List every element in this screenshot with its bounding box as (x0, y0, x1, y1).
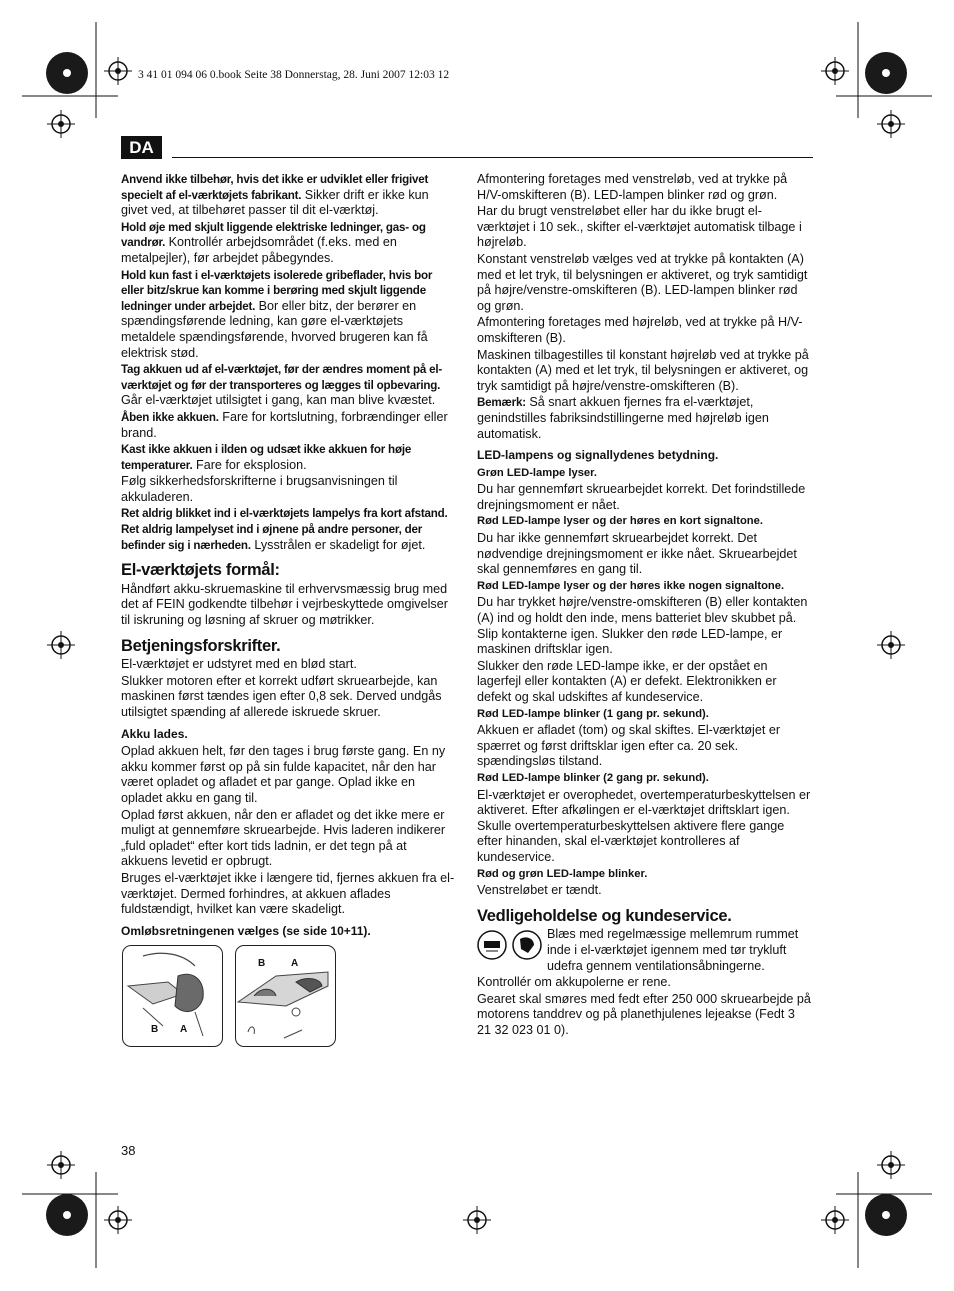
maint-p3: Gearet skal smøres med fedt efter 250 000 skruearbejde på motorens tanddrev og på planethjulenes lejeakse (Fedt 3 21 32 023 01 0). (477, 991, 811, 1037)
led-item-text: Du har ikke gennemført skruearbejdet korrekt. Det nødvendige drejningsmoment er ikke nået. Skruearbejdet skal gennemføres en gang til. (477, 531, 797, 577)
safety-item: Følg sikkerhedsforskrifterne i brugsanvisningen til akkuladeren. (121, 474, 398, 504)
charging-heading: Akku lades. (121, 726, 188, 741)
direction-heading: Omløbsretningenen vælges (se side 10+11). (121, 923, 371, 938)
right-p1: Afmontering foretages med venstreløb, ved at trykke på H/V-omskifteren (B). LED-lampen blinker rød og grøn. (477, 172, 788, 202)
led-heading: LED-lampens og signallydenes betydning. (477, 448, 719, 463)
led-item-title: Rød LED-lampe lyser og der høres ikke nogen signaltone. (477, 579, 785, 592)
purpose-heading: El-værktøjets formål: (121, 561, 280, 580)
led-item-text: Slukker den røde LED-lampe ikke, er der opstået en lagerfejl eller kontakten (A) er defekt. Elektronikken er defekt og skal udskiftes af kundeservice. (477, 658, 777, 704)
operating-p2: Slukker motoren efter et korrekt udført skruearbejde, kan maskinen først tændes igen efter 0,8 sek. Derved undgås utilsigtet spænding af allerede iskruede skruer. (121, 673, 442, 719)
safety-item: Tag akkuen ud af el-værktøjet, før der ændres moment på el-værktøjet og før der transporteres og lægges til opbevaring. Går el-værktøjet utilsigtet i gang, kan man blive kvæstet. (121, 363, 443, 408)
charging-p2: Oplad først akkuen, når den er afladet og det ikke mere er muligt at gennemføre skruearbejde. Hvis laderen indikerer „fuld opladet“ efter kort tids ladnin, er det tegn på at akkuens levetid er opbrugt. (121, 807, 446, 869)
led-item-text: El-værktøjet er overophedet, overtemperaturbeskyttelsen er aktiveret. Efter afkølingen er el-værktøjet driftsklart igen. Skulle overtemperaturbeskyttelsen aktivere flere gange efter hinanden, skal el-værktøjet kontrolleres af kundeservice. (477, 787, 811, 864)
safety-goggles-mask-icon (477, 929, 543, 963)
right-p3: Konstant venstreløb vælges ved at trykke på kontakten (A) med et let tryk, til belysningen er aktiveret, og tryk samtidigt på højre/venstre-omskifteren (B). LED-lampen blinker rød og grøn. (477, 251, 808, 313)
purpose-text: Håndført akku-skruemaskine til erhvervsmæssig brug med det af FEIN godkendte tilbehør i vejrbeskyttede omgivelser til iskruning og løsning af skruer og møtrikker. (121, 581, 448, 628)
book-header: 3 41 01 094 06 0.book Seite 38 Donnerstag, 28. Juni 2007 12:03 12 (138, 69, 450, 81)
right-p4: Afmontering foretages med højreløb, ved at trykke på H/V-omskifteren (B). (477, 315, 803, 345)
note: Bemærk: Så snart akkuen fjernes fra el-værktøjet, genindstilles fabriksindstillingerne med højreløb igen automatisk. (477, 395, 769, 441)
safety-item: Anvend ikke tilbehør, hvis det ikke er udviklet eller frigivet specielt af el-værktøjets fabrikant. Sikker drift er ikke kun givet ved, at tilbehøret passer til dit el-værktøj. (121, 173, 429, 218)
safety-item: Åben ikke akkuen. Fare for kortslutning, forbrændinger eller brand. (121, 409, 448, 440)
label-b: B (258, 958, 266, 970)
right-p5: Maskinen tilbagestilles til konstant højreløb ved at trykke på kontakten (A) med et let tryk, til belysningen er aktiveret, og tryk samtidigt på højre/venstre-omskifteren (B). (477, 347, 809, 393)
led-item-text: Du har gennemført skruearbejdet korrekt. Det forindstillede drejningsmoment er nået. (477, 482, 806, 512)
top-rule (172, 157, 813, 158)
charging-p3: Bruges el-værktøjet ikke i længere tid, fjernes akkuen fra el-værktøjet. Dermed forhindres, at akkuen aflades fuldstændigt, hvilket kan være skadeligt. (121, 870, 455, 917)
led-item-text: Akkuen er afladet (tom) og skal skiftes. El-værktøjet er spærret og først driftsklar igen efter ca. 20 sek. spændingsløs tilstand. (477, 723, 781, 769)
tool-drawing-icon (236, 946, 335, 1046)
label-a: A (291, 958, 299, 970)
led-item-title: Grøn LED-lampe lyser. (477, 466, 597, 479)
maintenance-heading: Vedligeholdelse og kundeservice. (477, 906, 732, 925)
led-item-text: Venstreløbet er tændt. (477, 883, 602, 898)
operating-heading: Betjeningsforskrifter. (121, 636, 281, 655)
direction-figures (121, 945, 456, 1049)
tool-figure-2 (235, 945, 336, 1047)
maint-p1: Blæs med regelmæssige mellemrum rummet inde i el-værktøjet igennem med tør trykluft udefra gennem ventilationsåbningerne. (547, 927, 799, 973)
safety-item: Kast ikke akkuen i ilden og udsæt ikke akkuen for høje temperaturer. Fare for eksplosion. (121, 443, 412, 472)
safety-item: Hold kun fast i el-værktøjets isolerede gribeflader, hvis bor eller bitz/skrue kan komme i berøring med skjult liggende ledninger under arbejdet. Bor eller bitz, der berører en spændingsførende ledning, kan gøre el-værktøjets metaldele spændingsførende, hvorved brugeren kan få elektrisk stød. (121, 268, 433, 360)
right-p2: Har du brugt venstreløbet eller har du ikke brugt el-værktøjet i 10 sek., skifter el-værktøjet automatisk tilbage i højreløb. (477, 204, 802, 250)
maintenance-block (477, 927, 812, 974)
tool-drawing-icon (123, 946, 222, 1046)
tool-figure-1 (122, 945, 223, 1047)
label-a: A (180, 1024, 188, 1036)
label-b: B (151, 1024, 159, 1036)
led-item-title: Rød LED-lampe blinker (2 gang pr. sekund). (477, 771, 709, 784)
safety-item: Hold øje med skjult liggende elektriske ledninger, gas- og vandrør. Kontrollér arbejdsområdet (f.eks. med en metalpejler), før arbejdet påbegyndes. (121, 220, 426, 265)
right-column (477, 172, 812, 1039)
led-item-title: Rød LED-lampe lyser og der høres en kort signaltone. (477, 515, 763, 528)
led-item-text: Du har trykket højre/venstre-omskifteren (B) eller kontakten (A) ind og holdt den inde, mens batteriet blev skubbet på. Slip kontakterne igen. Slukker den røde LED-lampe, er maskinen driftsklar igen. (477, 595, 808, 657)
page-number: 38 (121, 1143, 136, 1158)
led-item-title: Rød og grøn LED-lampe blinker. (477, 867, 648, 880)
charging-p1: Oplad akkuen helt, før den tages i brug første gang. En ny akku kommer først op på sin fulde kapacitet, når den har været opladet og afladet et par gange. Oplad ikke en opladet akku en gang til. (121, 744, 446, 805)
operating-p1: El-værktøjet er udstyret med en blød start. (121, 657, 357, 672)
led-item-title: Rød LED-lampe blinker (1 gang pr. sekund). (477, 707, 709, 720)
left-column (121, 172, 456, 1049)
maint-p2: Kontrollér om akkupolerne er rene. (477, 975, 671, 990)
safety-item: Ret aldrig blikket ind i el-værktøjets lampelys fra kort afstand. Ret aldrig lampelyset ind i øjnene på andre personer, der befinder sig i nærheden. Lysstrålen er skadeligt for øjet. (121, 507, 448, 552)
language-badge: DA (121, 136, 162, 159)
